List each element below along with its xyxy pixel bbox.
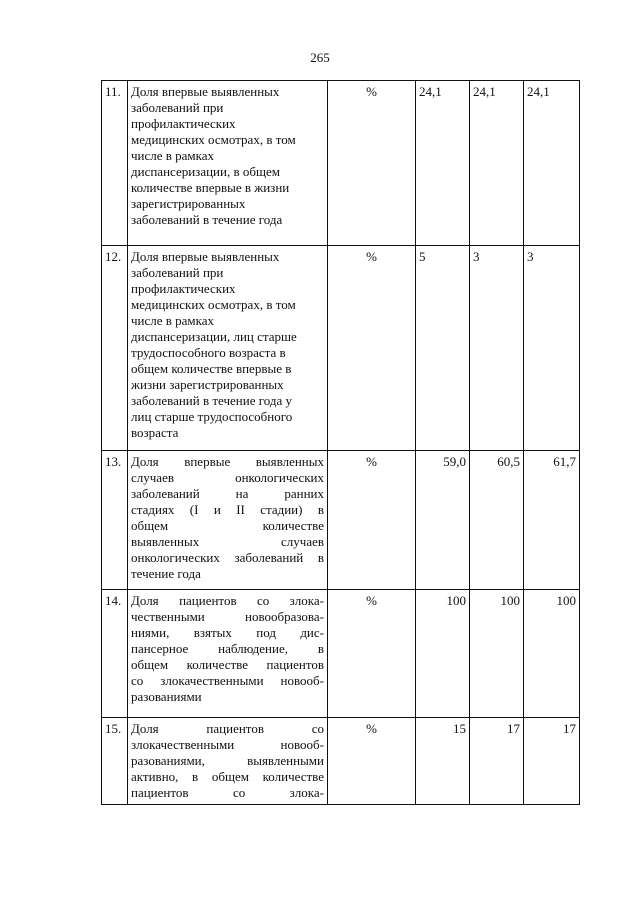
value-cell: 17 [524, 718, 580, 805]
indicator-line: заболеваний в течение года у [131, 393, 292, 408]
table-row [102, 246, 580, 451]
indicator-line: заболеваний в течение года [131, 212, 283, 227]
table-row [102, 590, 580, 718]
indicator-line: заболеваний при [131, 100, 224, 115]
unit-cell: % [328, 81, 416, 246]
indicator-line: выявленных случаев [131, 534, 324, 549]
indicator-line: диспансеризации, в общем [131, 164, 280, 179]
value-cell: 3 [470, 246, 524, 451]
indicator-line: ниями, взятых под дис- [131, 625, 324, 640]
indicator-line: Доля впервые выявленных [131, 454, 324, 469]
unit-cell: % [328, 590, 416, 718]
row-number: 14. [102, 590, 128, 718]
indicator-line: профилактических [131, 281, 236, 296]
row-number: 11. [102, 81, 128, 246]
indicator-line: числе в рамках [131, 148, 215, 163]
row-number: 12. [102, 246, 128, 451]
indicator-line: общем количестве [131, 518, 324, 533]
value-cell: 100 [524, 590, 580, 718]
indicator-line: количестве впервые в жизни [131, 180, 290, 195]
value-cell: 15 [416, 718, 470, 805]
value-cell: 100 [416, 590, 470, 718]
row-number: 13. [102, 451, 128, 590]
indicator-line: Доля пациентов со злока- [131, 593, 324, 608]
indicator-name [128, 718, 328, 805]
indicator-line: лиц старше трудоспособного [131, 409, 293, 424]
indicator-line: активно, в общем количестве [131, 769, 324, 784]
value-cell: 61,7 [524, 451, 580, 590]
value-cell: 3 [524, 246, 580, 451]
indicator-name [128, 590, 328, 718]
indicator-line: чественными новообразова- [131, 609, 324, 624]
value-cell: 17 [470, 718, 524, 805]
indicator-line: онкологических заболеваний в [131, 550, 324, 565]
page-number: 265 [310, 50, 330, 65]
table-row [102, 718, 580, 805]
value-cell: 24,1 [524, 81, 580, 246]
value-cell: 5 [416, 246, 470, 451]
indicator-line: разованиями, выявленными [131, 753, 324, 768]
unit-cell: % [328, 246, 416, 451]
indicator-line: заболеваний при [131, 265, 224, 280]
indicator-line: диспансеризации, лиц старше [131, 329, 297, 344]
value-cell: 60,5 [470, 451, 524, 590]
value-cell: 100 [470, 590, 524, 718]
table-row [102, 81, 580, 246]
indicators-table [101, 80, 580, 805]
indicator-line: медицинских осмотрах, в том [131, 297, 296, 312]
indicator-line: со злокачественными новооб- [131, 673, 324, 688]
indicator-line: стадиях (I и II стадии) в [131, 502, 324, 517]
indicator-line: общем количестве пациентов [131, 657, 324, 672]
indicator-line: случаев онкологических [131, 470, 324, 485]
indicator-line: течение года [131, 566, 201, 581]
indicator-line: злокачественными новооб- [131, 737, 324, 752]
indicator-line: зарегистрированных [131, 196, 246, 211]
indicator-line: Доля впервые выявленных [131, 249, 280, 264]
indicator-name [128, 246, 328, 451]
indicator-line: Доля пациентов со [131, 721, 324, 736]
value-cell: 24,1 [470, 81, 524, 246]
indicator-line: жизни зарегистрированных [131, 377, 284, 392]
indicator-line: трудоспособного возраста в [131, 345, 286, 360]
table-row [102, 451, 580, 590]
value-cell: 24,1 [416, 81, 470, 246]
unit-cell: % [328, 718, 416, 805]
unit-cell: % [328, 451, 416, 590]
indicator-line: пациентов со злока- [131, 785, 324, 800]
indicator-line: разованиями [131, 689, 202, 704]
indicator-line: медицинских осмотрах, в том [131, 132, 296, 147]
indicator-line: Доля впервые выявленных [131, 84, 280, 99]
indicator-name [128, 451, 328, 590]
indicator-name [128, 81, 328, 246]
indicator-line: заболеваний на ранних [131, 486, 324, 501]
indicator-line: числе в рамках [131, 313, 215, 328]
indicator-line: общем количестве впервые в [131, 361, 292, 376]
indicator-line: пансерное наблюдение, в [131, 641, 324, 656]
indicator-line: возраста [131, 425, 179, 440]
indicator-line: профилактических [131, 116, 236, 131]
value-cell: 59,0 [416, 451, 470, 590]
row-number: 15. [102, 718, 128, 805]
